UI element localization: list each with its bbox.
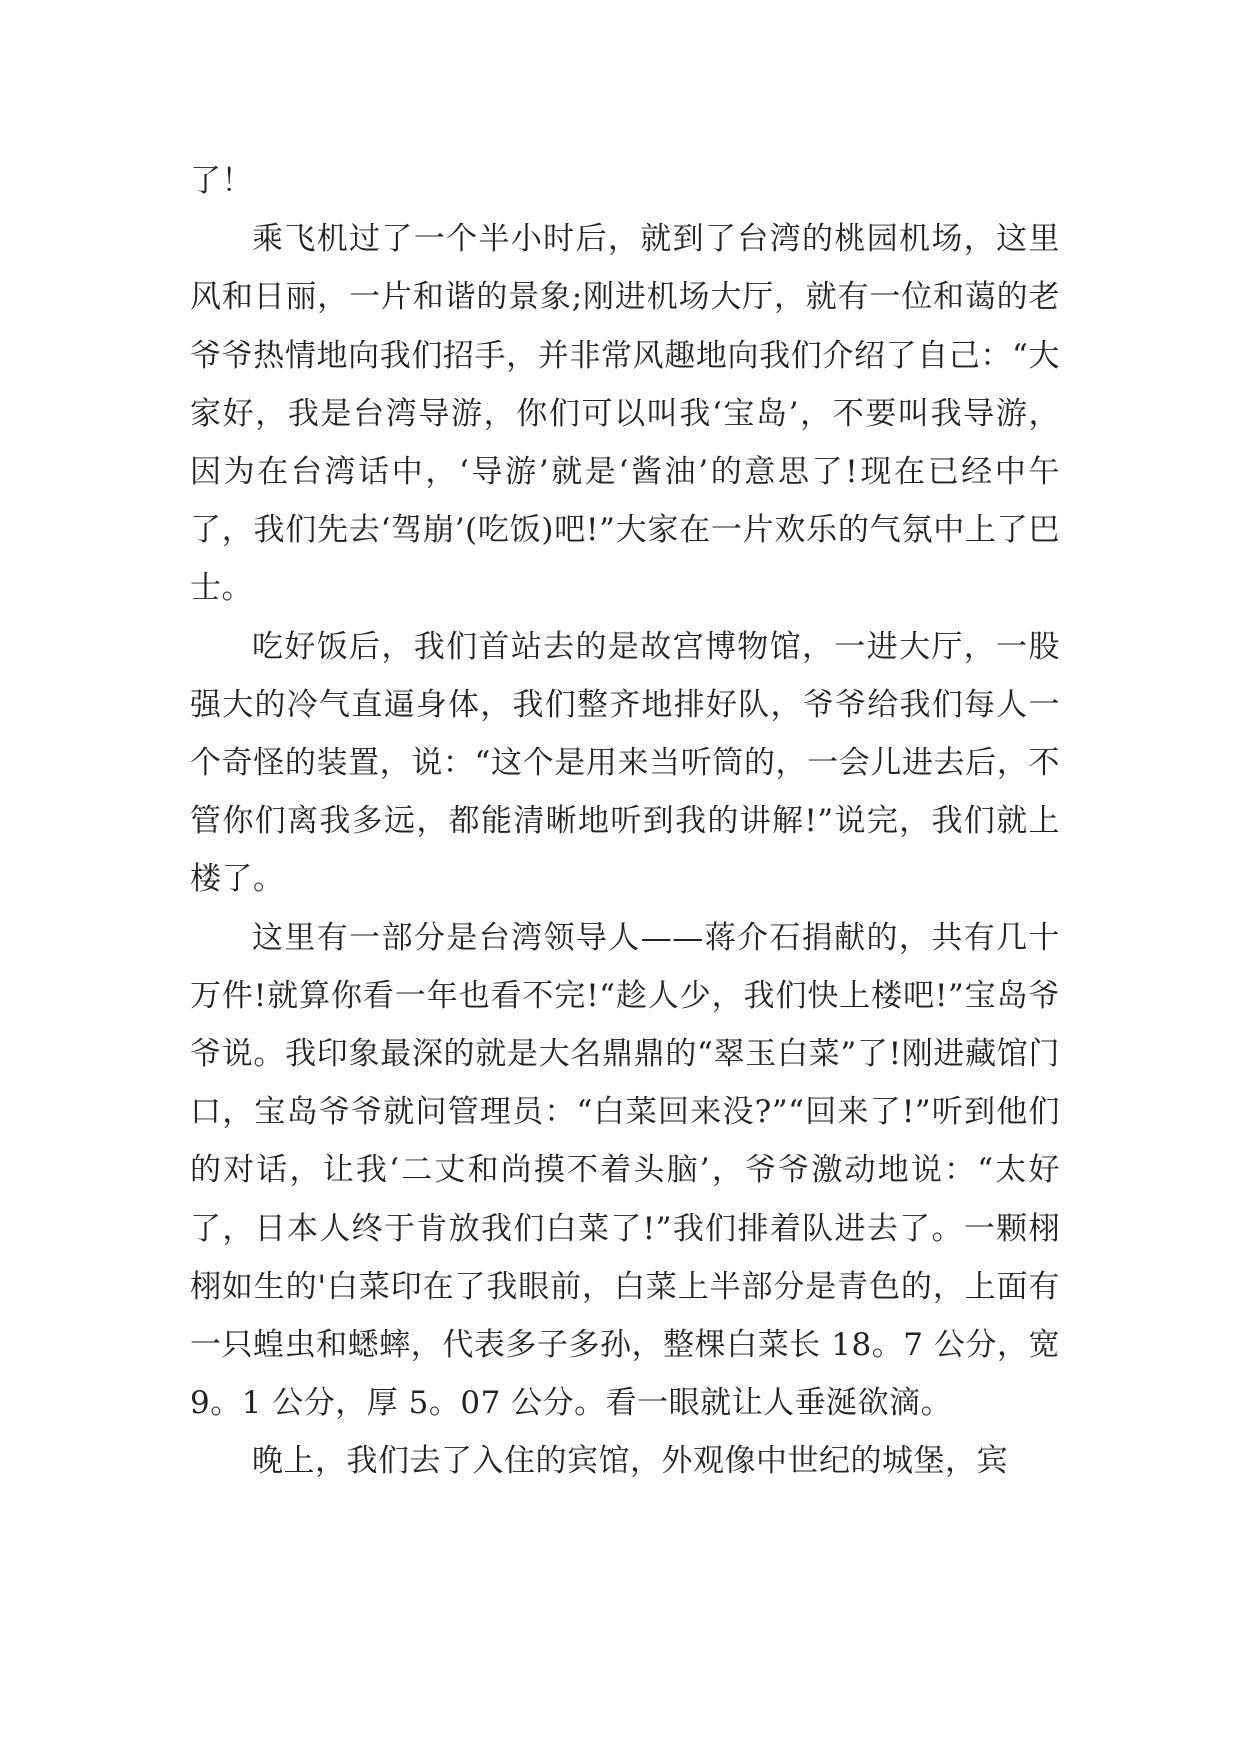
paragraph-palace-museum: 吃好饭后，我们首站去的是故宫博物馆，一进大厅，一股强大的冷气直逼身体，我们整齐地排好队，爷爷给我们每人一个奇怪的装置，说：“这个是用来当听筒的，一会儿进去后，不管你们离我多远，都能清晰地听到我的讲解!”说完，我们就上楼了。 [190, 628, 1060, 898]
article-body [190, 152, 1060, 1491]
paragraph-continuation: 了！ [190, 163, 253, 199]
paragraph-hotel: 晚上，我们去了入住的宾馆，外观像中世纪的城堡，宾 [252, 1443, 1008, 1480]
paragraph-jade-cabbage: 这里有一部分是台湾领导人——蒋介石捐献的，共有几十万件!就算你看一年也看不完!“趁人少，我们快上楼吧!”宝岛爷爷说。我印象最深的就是大名鼎鼎的“翠玉白菜”了!刚进藏馆门口，宝岛爷爷就问管理员：“白菜回来没?”“回来了!”听到他们的对话，让我‘二丈和尚摸不着头脑’，爷爷激动地说：“太好了，日本人终于肯放我们白菜了!”我们排着队进去了。一颗栩栩如生的'白菜印在了我眼前，白菜上半部分是青色的，上面有一只蝗虫和蟋蟀，代表多子多孙，整棵白菜长 18。7 公分，宽 9。1 公分，厚 5。07 公分。看一眼就让人垂涎欲滴。 [190, 919, 1060, 1422]
paragraph-airport-arrival: 乘飞机过了一个半小时后，就到了台湾的桃园机场，这里风和日丽，一片和谐的景象;刚进机场大厅，就有一位和蔼的老爷爷热情地向我们招手，并非常风趣地向我们介绍了自己：“大家好，我是台湾导游，你们可以叫我‘宝岛’，不要叫我导游，因为在台湾话中，‘导游’就是‘酱油’的意思了!现在已经中午了，我们先去‘驾崩’(吃饭)吧!”大家在一片欢乐的气氛中上了巴士。 [190, 221, 1060, 607]
